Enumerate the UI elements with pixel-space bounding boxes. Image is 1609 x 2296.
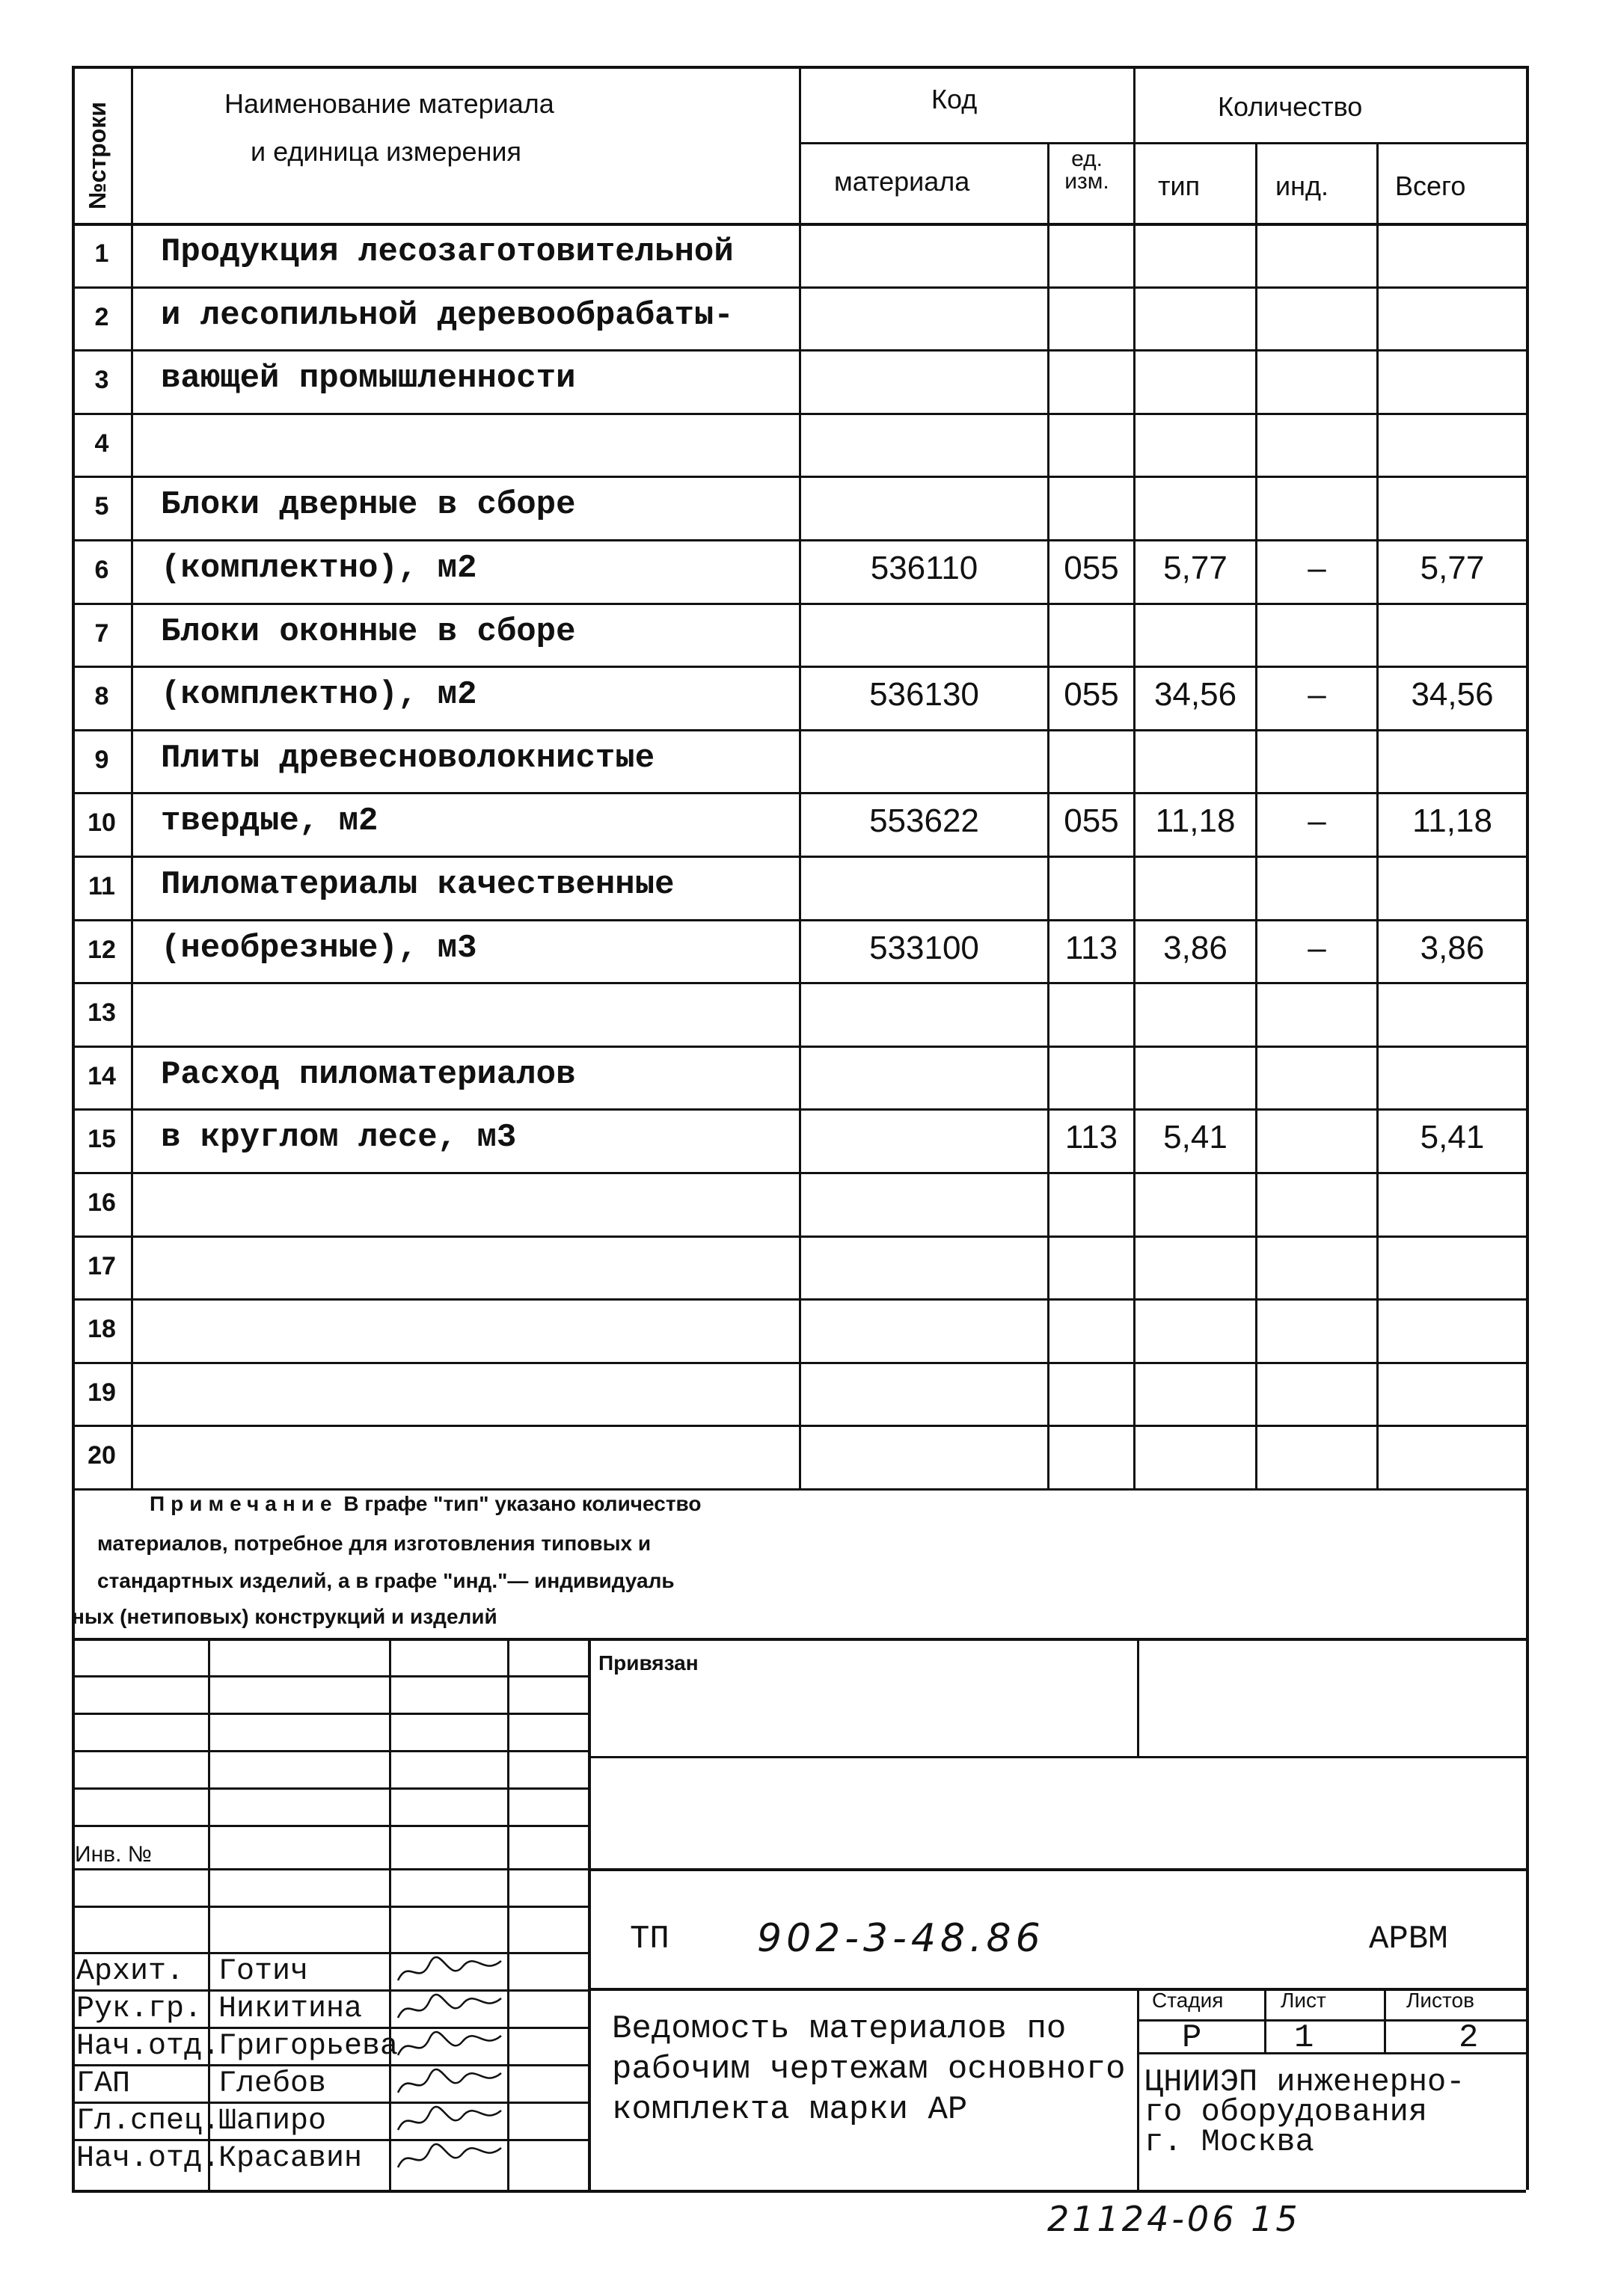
qty-ind: – bbox=[1308, 550, 1326, 586]
row-number: 3 bbox=[94, 366, 109, 395]
stamp-divider bbox=[588, 1638, 591, 2190]
row-number: 12 bbox=[88, 935, 116, 964]
signature-scribble bbox=[393, 1953, 506, 1989]
signer-name: Шапиро bbox=[218, 2105, 327, 2138]
stamp-left-row-line bbox=[72, 1787, 588, 1790]
bound-label: Привязан bbox=[598, 1651, 699, 1675]
table-right-border bbox=[1526, 66, 1529, 1491]
col-line-quantity bbox=[1133, 66, 1136, 1488]
stamp-left-row-line bbox=[72, 1675, 588, 1678]
header-quantity: Количество bbox=[1218, 91, 1363, 122]
stamp-col-date bbox=[507, 1638, 509, 2190]
header-name-line2: и единица измерения bbox=[251, 136, 522, 167]
qty-total: 34,56 bbox=[1411, 676, 1494, 713]
signer-role: Гл.спец. bbox=[76, 2105, 221, 2138]
signer-role: Нач.отд. bbox=[76, 2030, 221, 2063]
qty-total: 11,18 bbox=[1412, 802, 1492, 840]
doc-number: 902-3-48.86 bbox=[757, 1916, 1045, 1961]
footer-code: 21124-06 15 bbox=[1047, 2199, 1301, 2239]
stamp-left-row-line bbox=[72, 2139, 588, 2141]
qty-typ: 3,86 bbox=[1163, 929, 1228, 966]
material-code: 533100 bbox=[869, 929, 979, 966]
material-name: вающей промышленности bbox=[161, 360, 576, 398]
col-line-code bbox=[799, 66, 801, 1488]
signer-role: Рук.гр. bbox=[76, 1992, 203, 2026]
signature-scribble bbox=[393, 2140, 506, 2176]
sheets-label: Листов bbox=[1406, 1989, 1474, 2012]
material-name: Расход пиломатериалов bbox=[161, 1055, 576, 1093]
stamp-bound-bottom bbox=[588, 1756, 1526, 1758]
sheet-value: 1 bbox=[1294, 2019, 1314, 2057]
header-row-number: №строки bbox=[84, 102, 111, 209]
stamp-left-row-line bbox=[72, 1750, 588, 1752]
signer-name: Готич bbox=[218, 1955, 309, 1989]
header-code: Код bbox=[931, 84, 978, 114]
stage-value: Р bbox=[1182, 2019, 1202, 2057]
qty-total: 5,41 bbox=[1420, 1119, 1485, 1156]
row-number: 13 bbox=[88, 998, 116, 1028]
note-line4: ных (нетиповых) конструкций и изделий bbox=[72, 1605, 497, 1628]
unit-code: 113 bbox=[1064, 929, 1118, 966]
qty-ind: – bbox=[1308, 802, 1326, 840]
signer-name: Красавин bbox=[218, 2142, 363, 2176]
note-text: В графе "тип" указано количество bbox=[343, 1492, 702, 1515]
material-name: в круглом лесе, м3 bbox=[161, 1119, 517, 1157]
row-number: 15 bbox=[88, 1125, 116, 1154]
row-number: 10 bbox=[88, 808, 116, 838]
signer-name: Никитина bbox=[218, 1992, 363, 2026]
material-name: (необрезные), м3 bbox=[161, 929, 477, 967]
qty-ind: – bbox=[1308, 929, 1326, 966]
stamp-col-sign bbox=[389, 1638, 391, 2190]
row-number: 6 bbox=[94, 556, 109, 584]
org-line2: го оборудования bbox=[1144, 2094, 1428, 2130]
stamp-bottom-border bbox=[72, 2190, 1526, 2193]
sheet-title-line3: комплекта марки АР bbox=[612, 2091, 968, 2128]
signature-scribble bbox=[393, 2066, 506, 2102]
row-number: 20 bbox=[88, 1441, 116, 1470]
stamp-sheet-col bbox=[1264, 1988, 1266, 2052]
signature-scribble bbox=[393, 2028, 506, 2064]
stamp-doc-top bbox=[588, 1868, 1526, 1871]
stamp-left-row-line bbox=[72, 2064, 588, 2066]
unit-code: 113 bbox=[1064, 1119, 1118, 1156]
note-line1 bbox=[150, 1492, 702, 1516]
row-number: 19 bbox=[88, 1378, 116, 1407]
signature-scribble bbox=[393, 1991, 506, 2027]
material-name: (комплектно), м2 bbox=[161, 550, 477, 587]
header-split-line bbox=[799, 142, 1526, 144]
unit-code: 055 bbox=[1064, 550, 1119, 586]
qty-total: 3,86 bbox=[1420, 929, 1485, 966]
header-total: Всего bbox=[1395, 171, 1466, 201]
note-label: Примечание bbox=[150, 1492, 338, 1515]
row-number: 5 bbox=[94, 492, 109, 521]
signer-role: Архит. bbox=[76, 1955, 185, 1989]
stamp-left-row-line bbox=[72, 1868, 588, 1870]
stamp-right-border bbox=[1526, 1638, 1529, 2190]
row-number: 7 bbox=[94, 618, 109, 648]
stamp-left-row-line bbox=[72, 2027, 588, 2029]
inv-number-label: Инв. № bbox=[75, 1842, 152, 1867]
sheet-title-line2: рабочим чертежам основного bbox=[612, 2051, 1126, 2088]
org-line1: ЦНИИЭП инженерно- bbox=[1144, 2064, 1465, 2100]
stamp-left-row-line bbox=[72, 1952, 588, 1954]
sheet-label: Лист bbox=[1281, 1989, 1326, 2012]
row-number: 4 bbox=[94, 429, 109, 458]
table-left-border bbox=[72, 66, 75, 1491]
signature-scribble bbox=[393, 2103, 506, 2139]
header-name-line1: Наименование материала bbox=[224, 88, 554, 119]
signer-name: Глебов bbox=[218, 2067, 327, 2101]
stamp-left-row-line bbox=[72, 2102, 588, 2104]
row-number: 16 bbox=[88, 1188, 116, 1217]
stamp-left-row-line bbox=[72, 1638, 588, 1640]
qty-typ: 34,56 bbox=[1153, 676, 1237, 713]
header-unit bbox=[1046, 148, 1128, 193]
row-number: 8 bbox=[94, 682, 109, 711]
row-number: 1 bbox=[94, 239, 109, 268]
note-line3: стандартных изделий, а в графе "инд."— индивидуаль bbox=[97, 1569, 675, 1592]
row-number: 17 bbox=[88, 1251, 116, 1280]
header-unit-line1: ед. bbox=[1071, 147, 1103, 171]
row-number: 18 bbox=[88, 1315, 116, 1344]
stage-label: Стадия bbox=[1152, 1989, 1224, 2012]
note-right-border bbox=[1526, 1488, 1529, 1638]
qty-typ: 5,77 bbox=[1163, 550, 1228, 586]
sheet-title-line1: Ведомость материалов по bbox=[612, 2010, 1067, 2048]
material-name: Плиты древесноволокнистые bbox=[161, 739, 655, 777]
header-material: материала bbox=[834, 166, 970, 197]
signer-role: Нач.отд. bbox=[76, 2142, 221, 2176]
note-line2: материалов, потребное для изготовления типовых и bbox=[97, 1532, 652, 1555]
qty-typ: 11,18 bbox=[1155, 802, 1236, 840]
stamp-left-row-line bbox=[72, 1825, 588, 1827]
stamp-info-split bbox=[1137, 1988, 1139, 2190]
material-name: (комплектно), м2 bbox=[161, 676, 477, 714]
material-name: Пиломатериалы качественные bbox=[161, 866, 675, 903]
header-unit-line2: изм. bbox=[1064, 169, 1109, 194]
unit-code: 055 bbox=[1064, 802, 1119, 840]
stamp-left-row-line bbox=[72, 1713, 588, 1715]
stamp-left-border bbox=[72, 1638, 75, 2190]
material-name: и лесопильной деревообрабаты- bbox=[161, 296, 734, 334]
unit-code: 055 bbox=[1064, 676, 1119, 713]
doc-mark: АРВМ bbox=[1369, 1921, 1448, 1958]
stamp-left-row-line bbox=[72, 1906, 588, 1908]
stamp-left-row-line bbox=[72, 1989, 588, 1992]
col-line-number bbox=[131, 66, 133, 1488]
signer-name: Григорьева bbox=[218, 2030, 399, 2063]
material-code: 536110 bbox=[870, 550, 978, 586]
material-code: 553622 bbox=[869, 802, 979, 840]
signer-role: ГАП bbox=[76, 2067, 131, 2101]
qty-typ: 5,41 bbox=[1163, 1119, 1228, 1156]
material-name: Блоки оконные в сборе bbox=[161, 613, 576, 651]
material-name: Продукция лесозаготовительной bbox=[161, 233, 734, 271]
row-number: 9 bbox=[94, 745, 109, 774]
header-ind: инд. bbox=[1275, 171, 1328, 201]
org-line3: г. Москва bbox=[1144, 2124, 1314, 2160]
sheets-value: 2 bbox=[1459, 2019, 1479, 2057]
stamp-bound-split bbox=[1137, 1638, 1139, 1756]
doc-code: ТП bbox=[630, 1921, 669, 1958]
row-number: 14 bbox=[88, 1061, 116, 1090]
header-typ: тип bbox=[1158, 171, 1201, 201]
row-divider bbox=[72, 1488, 1526, 1491]
qty-total: 5,77 bbox=[1420, 550, 1485, 586]
material-name: твердые, м2 bbox=[161, 802, 379, 841]
qty-ind: – bbox=[1308, 676, 1326, 713]
material-code: 536130 bbox=[869, 676, 979, 713]
material-name: Блоки дверные в сборе bbox=[161, 486, 576, 524]
row-number: 11 bbox=[88, 872, 115, 900]
row-number: 2 bbox=[94, 302, 109, 331]
stamp-sheets-col bbox=[1384, 1988, 1386, 2052]
